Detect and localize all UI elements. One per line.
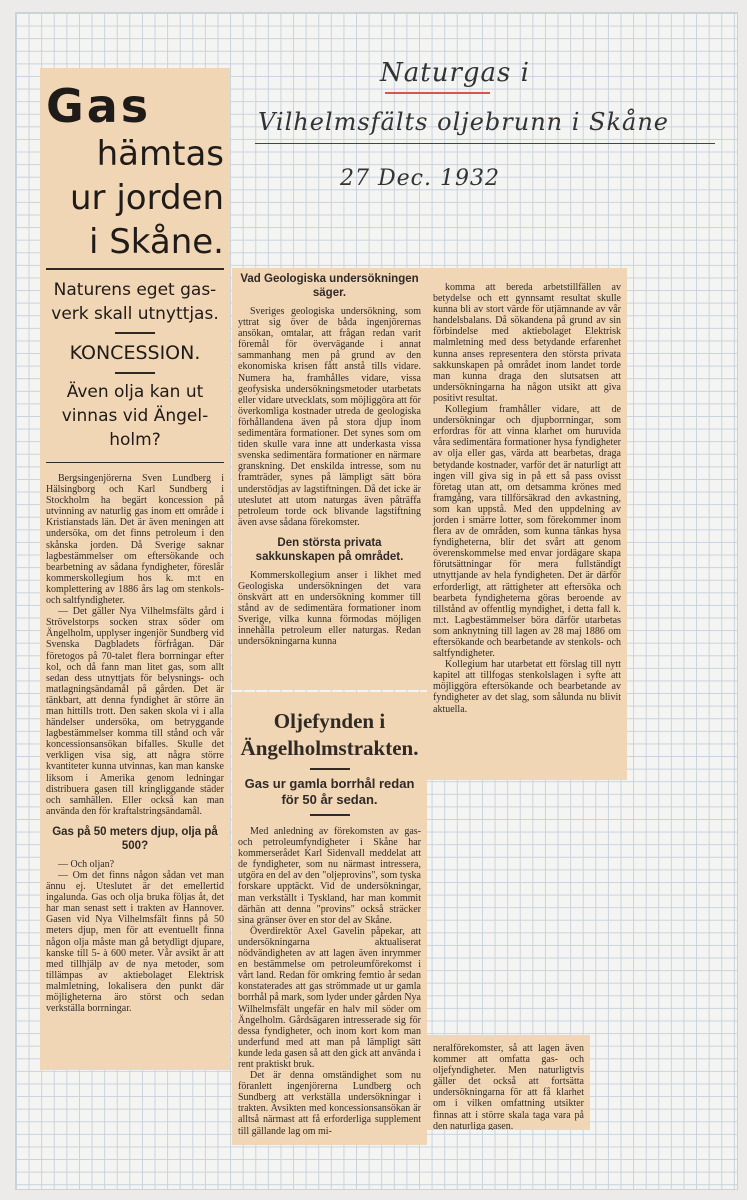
- paragraph: Det är denna omständighet som nu föranlett ingenjörerna Lundberg och Sundberg att verkställa undersökningar i trakten. Avsikten med koncessionsansökan är alltså närmast att få erforderliga supplement till gällande lag om mi-: [238, 1070, 421, 1137]
- left-article-body: [46, 473, 224, 1014]
- headline-gas: Gas: [46, 79, 152, 133]
- paragraph: komma att bereda arbetstillfällen av betydelse och ett gynnsamt resultat skulle kunna bli av stort värde för utjämnande av vår handelsbalans. Då sökandena på grund av sin förbindelse med aktiebolaget Elektrisk malmletning med dess betydande erfarenhet kunna anses representera den största privata sakkunskapen på området inom landet torde man kunna draga den slutsatsen att undersökningarna ha någon utsikt att giva positivt resultat.: [433, 282, 621, 404]
- subhead: Gas på 50 meters djup, olja på 500?: [52, 825, 218, 852]
- headline-line4: i Skåne.: [88, 222, 224, 262]
- left-clipping: [40, 68, 230, 1070]
- headline-oljefynden: Oljefynden i Ängelholmstrakten.: [240, 709, 419, 760]
- deck-koncession: KONCESSION.: [69, 342, 201, 364]
- black-underline: [255, 143, 715, 144]
- handwritten-subtitle: Vilhelmsfälts oljebrunn i Skåne: [258, 108, 669, 136]
- paragraph: — Det gäller Nya Vilhelmsfälts gård i Strövelstorps socken strax söder om Ängelholm, upplyser ingenjör Sundberg vid Svenska Dagbladets förfrågan. Där företogos på 70-talet flera borrningar efter kol, och då fann man litet gas, som allt sedan dess utnyttjats för belysnings- och matlagningsändamål på gården. Det är tänkbart, att denna fyndighet är större än man hittills trott. Den saken skola vi i alla händelser undersöka, om betryggande lagbestämmelser komma till stånd och vår koncessionsansökan bifalles. Skulle det verkligen visa sig, att några större kvantiteter kunna utvinnas, kan man kanske liksom i Amerika genom ledningar distribuera gasen till kringliggande städer och samhällen. Eller också kan man använda den för kraftalstringsändamål.: [46, 606, 224, 817]
- deck-olja: Även olja kan ut vinnas vid Ängel-holm?: [61, 382, 209, 450]
- red-underline: [385, 92, 490, 94]
- subhead: Vad Geologiska undersökningen säger.: [240, 273, 419, 299]
- middle-bottom-clipping: [232, 692, 427, 1145]
- headline-line3: ur jorden: [69, 178, 224, 218]
- subhead: Den största privata sakkunskapen på området.: [255, 536, 404, 563]
- paragraph: — Och oljan?: [58, 858, 115, 870]
- paragraph: Kollegium har utarbetat ett förslag till nytt kapitel att tillfogas stenkolslagen i syfte att möjliggöra eftersökande och bearbetande av fyndigheter av det slag, som sålunda nu blivit aktuella.: [433, 659, 621, 715]
- paragraph: neralförekomster, så att lagen även kommer att omfatta gas- och oljefyndigheter. Men naturligtvis gäller det också att fortsätta undersökningarna för att få klarhet om i vilken omfattning utsikter finnas att i större skala taga vara på den naturliga gasen.: [433, 1043, 584, 1130]
- handwritten-title: Naturgas i: [380, 58, 530, 88]
- headline-line2: hämtas: [96, 134, 224, 174]
- paragraph: Kommerskollegium anser i likhet med Geologiska undersökningen det vara önskvärt att en undersökning kommer till stånd av de sedimentära formationer inom Sverige, vilka kunna förmodas möjligen innehålla petroleum eller naturgas. Redan undersökningarna kunna: [238, 569, 421, 648]
- deck-gas-ur: Gas ur gamla borrhål redan för 50 år sedan.: [244, 776, 415, 807]
- right-bottom-clipping: [427, 1035, 590, 1130]
- paragraph: Kollegium framhåller vidare, att de undersökningar och djupborrningar, som erfordras för att vinna klarhet om huruvida våra sedimentära formationer hysa fyndigheter av olja eller gas, värda att bearbetas, draga betydande kostnader, varför det är naturligt att ingen vill giva sig in på ett så pass ovisst företag utan att, om detsamma krönes med framgång, vara tillförsäkrad den avkastning, som kan uppstå. Med den uppdelning av jorden i smärre lotter, som förekommer inom flera av de områden, som kunna tänkas hysa fyndigheterna, blir det svårt att genom överenskommelse med envar jordägare skapa förutsättningar för mera fullständigt utnyttjande av hela fyndigheten. Det är därför erforderligt, att rättigheter att eftersöka och bearbeta fyndigheterna göras beroende av tillstånd av offentlig myndighet, i detta fall k. m:t. Lagbestämmelser böra därför utarbetas som anknytning till lagen av 28 maj 1886 om eftersökande och bearbetande av stenkols- och saltfyndigheter.: [433, 404, 621, 660]
- right-top-clipping: [427, 268, 627, 780]
- paragraph: Bergsingenjörerna Sven Lundberg i Hälsingborg och Karl Sundberg i Stockholm ha begärt koncession på utvinning av naturlig gas inom ett område i Kristianstads län. Det är även meningen att undersöka, om det finns petroleum i den skånska jorden. Då Sverige saknar lagbestämmelser om eftersökande och bearbetning av sådana fyndigheter, föreslår kommerskollegium hos k. m:t en komplettering av 1886 års lag om stenkols- och saltfyndigheter.: [46, 473, 224, 607]
- paragraph: — Om det finns någon sådan vet man ännu ej. Uteslutet är det emellertid ingalunda. Gas och olja bruka följas åt, det har man senast sett i trakten av Hannover. Gasen vid Nya Vilhelmsfält finns på 50 meters djup, men för att eventuellt finna någon olja måste man gå betydligt djupare, kanske till 5- à 600 meter. Vår avsikt är att med tillhjälp av de nya metoder, som tillämpas av aktiebolaget Elektrisk malmletning, lokalisera den punkt där möjligheterna äro störst och sedan verkställa borrningar.: [46, 870, 224, 1015]
- handwritten-date: 27 Dec. 1932: [340, 166, 500, 191]
- deck-naturens: Naturens eget gas-verk skall utnyttjas.: [51, 280, 219, 324]
- paragraph: Sveriges geologiska undersökning, som yttrat sig över de båda ingenjörernas ansökan, omtalar, att frågan redan varit föremål för övervägande i annat sammanhang men på grund av den ekonomiska krisen fått anstå tills vidare. Numera ha, framhålles vidare, vissa geofysiska undersökningsmetoder utarbetats eller vidare utvecklats, som möjliggöra att för överkomliga kostnader utreda de geologiska förhållandena även på stora djup inom sedimentära formationer. Det synes som om tiden skulle vara inne att underkasta vissa svenska sedimentära formationer en närmare granskning. Det enskilda intresse, som nu framträder, synes på lämpligt sätt böra understödjas av lagstiftningen. Då det icke är uteslutet att utom naturgas även påträffa petroleum torde ock blivande lagstiftning även avse sådana förekomster.: [238, 306, 421, 528]
- paragraph: Överdirektör Axel Gavelin påpekar, att undersökningarna aktualiserat nödvändigheten av att lagen även inrymmer en bestämmelse om petroleumförekomst i vårt land. Redan för omkring femtio år sedan konstaterades att gas strömmade ut ur gamla borrhål på mark, som lyder under gården Nya Wilhelmsfält ungefär en halv mil söder om Ängelholm. Gårdsägaren intresserade sig för dessa fyndigheter, och inom kort kom man underfund med att man på lämpligt sätt kunde leda gasen så att den gick att använda i rent praktiskt bruk.: [238, 925, 421, 1070]
- paragraph: Med anledning av förekomsten av gas- och petroleumfyndigheter i Skåne har kommerserådet Karl Sidenvall meddelat att de fyndigheter, som nu närmast intressera, utgöra en del av den "oljeprovins", som tyska forskare upptäckt. Vid de undersökningar, man verkställt i Tyskland, har man kommit därhän att denna "provins" också sträcker sina gränser över en stor del av Skåne.: [238, 826, 421, 926]
- middle-top-clipping: [232, 268, 427, 690]
